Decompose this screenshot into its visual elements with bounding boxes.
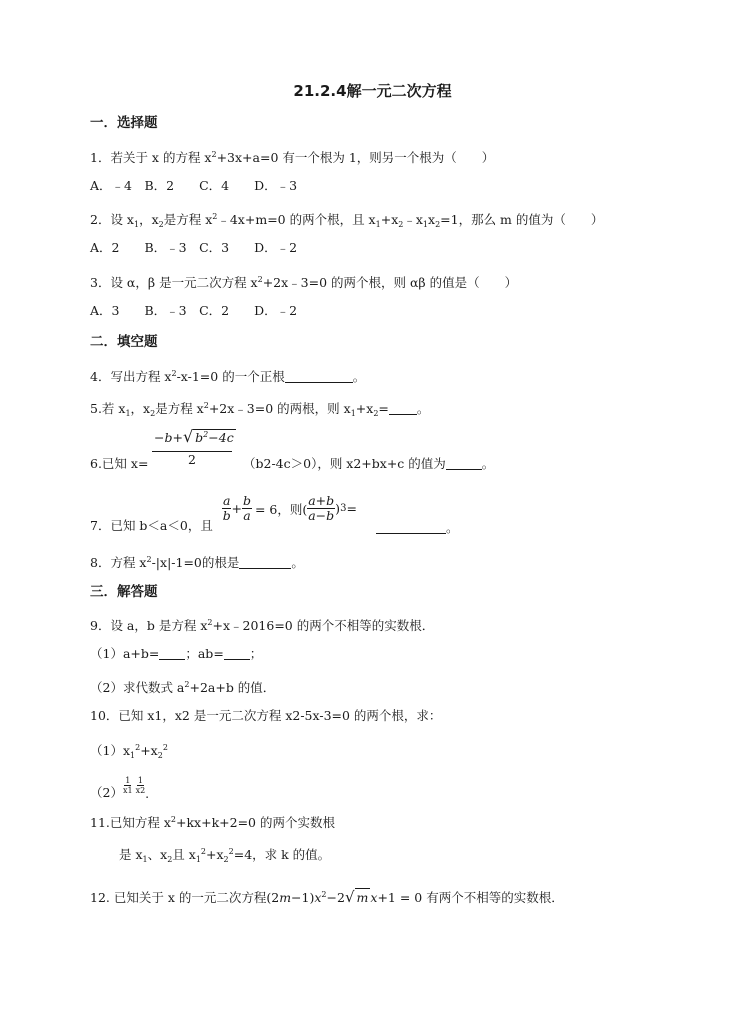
question-3-options: A．3 B．﹣3 C．2 D．﹣2 [90,303,298,318]
q9-sup: 2 [207,618,213,627]
q3-sup: 2 [257,275,263,284]
q10-sub: 2 [157,751,163,760]
q3-text: 3．设 α，β 是一元二次方程 x [90,275,258,290]
q4-sup: 2 [171,369,177,378]
question-6-lead: 6.已知 x= [90,456,149,471]
q9-p2-sup: 2 [184,680,190,689]
q11-sub: 2 [223,855,229,864]
q6-text: （b2-4c＞0），则 x2+bx+c 的值为 [243,456,446,471]
q12-sup: 2 [321,890,327,899]
q7-answer [376,519,459,537]
q4-text: 4．写出方程 x [90,369,172,384]
q11-sup: 2 [200,847,206,856]
q5-sub: 2 [373,409,379,418]
q2-t1: 2．设 x [90,212,134,227]
q10-plus: +x [140,743,158,758]
q6-rad-c: −4c [208,430,234,445]
answer-blank[interactable] [446,457,482,470]
q5-end: 。 [416,401,430,416]
q7-frac-b-a [242,494,252,523]
q11-sup: 2 [170,815,176,824]
q9-p2-b: +2a+b 的值． [189,680,276,695]
q10-sup: 2 [162,743,168,752]
q2-t2: ，x [139,212,159,227]
q12-m: m [279,890,292,905]
q7-f3-num: a+b [308,493,335,508]
q5-sup: 2 [203,401,209,410]
q5-t1: 5.若 x [90,401,126,416]
q5-t5: +x [355,401,374,416]
q2-t8: =1，那么 m 的值为（ ） [440,212,604,227]
q10-f2-num: 1 [137,776,143,785]
q2-t3: 是方程 x [163,212,213,227]
q2-sub: 1 [422,220,428,229]
q2-sub: 2 [398,220,404,229]
question-4 [90,365,365,386]
q11-t1: 11.已知方程 x [90,815,171,830]
q1-sup: 2 [211,150,217,159]
q11-t4: 、x [147,847,168,862]
q6-rad-sup: 2 [203,430,209,439]
q2-t6: ﹣x [403,212,423,227]
q7-f3-den: a−b [308,508,335,523]
q9-p1-b: ；ab= [185,646,224,661]
answer-blank[interactable] [224,647,250,660]
q6-fraction [152,427,232,467]
q7-f2-den: a [243,508,251,523]
q10-dot: . [145,786,150,801]
question-10-part-1 [90,739,168,765]
q2-sub: 1 [375,220,381,229]
question-1 [90,146,494,167]
answer-blank[interactable] [285,370,353,383]
q12-t3: −2 [326,890,345,905]
q5-sub: 1 [125,409,131,418]
q11-t3: 是 x [119,847,143,862]
q2-t5: +x [380,212,399,227]
q5-t4: +2x﹣3=0 的两根，则 x [208,401,351,416]
q7-expression [222,494,357,523]
sqrt-icon: √ [182,427,194,446]
q11-t7: =4，求 k 的值。 [233,847,331,862]
q12-x2: x [370,890,378,905]
question-12 [90,886,564,907]
q7-pow-sup: 3 [340,503,347,514]
q2-sub: 2 [435,220,441,229]
question-9 [90,614,434,635]
question-8 [90,551,304,572]
answer-blank[interactable] [239,556,291,569]
q11-t5: 且 x [172,847,196,862]
q10-f1-num: 1 [125,776,131,785]
question-1-options: A．﹣4 B．2 C．4 D．﹣3 [90,178,298,193]
q7-f1-den: b [222,508,231,523]
q10-sup: 2 [135,743,141,752]
q10-f2-den: x2 [135,786,146,795]
q12-x: x [314,890,322,905]
q7-frac-main [307,494,335,523]
question-10-part-2 [90,776,149,801]
q3-text-rest: +2x﹣3=0 的两个根，则 αβ 的值是（ ） [262,275,518,290]
q11-sub: 1 [142,855,148,864]
q7-f1-num: a [223,493,231,508]
q7-eq2: = [346,501,357,516]
q8-sup: 2 [146,555,152,564]
question-11-cont [119,843,330,869]
question-9-part-2 [90,676,275,697]
q2-t4: ﹣4x+m=0 的两个根，且 x [217,212,376,227]
answer-blank[interactable] [159,647,185,660]
q2-sub: 1 [133,220,140,229]
q9-p1-c: ； [249,646,263,661]
q7-plus: + [231,501,242,516]
q10-sub: 1 [130,751,136,760]
question-2 [90,208,603,234]
q11-sub: 2 [167,855,173,864]
q6-radicand [193,429,236,445]
q8-text: 8．方程 x [90,555,147,570]
question-10: 10．已知 x1，x2 是一元二次方程 x2-5x-3=0 的两个根，求： [90,708,442,723]
q2-sub: 2 [158,220,164,229]
q9-text: 9．设 a，b 是方程 x [90,618,208,633]
question-2-options: A．2 B．﹣3 C．3 D．﹣2 [90,240,298,255]
q12-t1: 12. 已知关于 x 的一元二次方程(2 [90,890,280,905]
q6-num-a: −b+ [154,430,183,445]
q7-f2-num: b [242,493,251,508]
q7-eq: = 6，则( [254,501,308,517]
q6-rad-b: b [195,430,204,445]
q12-t2: −1) [291,890,315,905]
q5-sub: 1 [350,409,356,418]
q7-frac-a-b [222,494,231,523]
q5-t2: ，x [130,401,151,416]
q8-end: 。 [291,555,304,570]
q12-radicand: m [356,890,369,905]
section-heading-fill: 二．填空题 [90,334,158,350]
q7-end: 。 [446,520,459,535]
page-title: 21.2.4解一元二次方程 [293,82,452,100]
q12-t4: +1 = 0 有两个不相等的实数根． [377,890,564,905]
q8-text-rest: -|x|-1=0的根是 [151,555,240,570]
q11-t2: +kx+k+2=0 的两个实数根 [176,815,335,830]
q11-sub: 1 [195,855,201,864]
sqrt-icon: √ [344,888,355,906]
q7-pow: ) [335,501,341,516]
section-heading-solve: 三．解答题 [90,584,158,600]
q6-end: 。 [481,456,495,471]
q2-t7: x [428,212,436,227]
q6-numerator [152,427,232,452]
q4-text-rest: -x-1=0 的一个正根 [176,369,285,384]
q10-f1-den: x1 [122,786,133,795]
question-9-part-1 [90,645,262,663]
question-7-lead: 7．已知 b＜a＜0，且 [90,518,213,533]
question-5 [90,397,429,423]
q11-t6: +x [206,847,224,862]
q10-frac-1 [123,776,133,795]
q9-p2-a: （2）求代数式 a [90,680,185,695]
answer-blank[interactable] [389,402,417,415]
question-3 [90,271,517,292]
q2-sup: 2 [212,212,218,221]
q6-denominator: 2 [188,452,196,467]
section-heading-choice: 一．选择题 [90,115,158,131]
q4-end: 。 [352,369,366,384]
q10-p1: （1）x [90,743,131,758]
q1-text: 1．若关于 x 的方程 x [90,150,212,165]
question-6-rest [243,455,494,473]
q5-t6: = [378,401,389,416]
q5-sub: 2 [150,409,156,418]
q10-frac-2 [136,776,146,795]
q11-sup: 2 [228,847,234,856]
q5-t3: 是方程 x [155,401,204,416]
question-11 [90,811,335,832]
q1-text-rest: +3x+a=0 有一个根为 1，则另一个根为（ ） [216,150,495,165]
q10-p2: （2） [90,785,123,800]
answer-blank[interactable] [376,521,446,534]
q9-p1-a: （1）a+b= [90,646,160,661]
q9-text-rest: +x﹣2016=0 的两个不相等的实数根． [212,618,435,633]
